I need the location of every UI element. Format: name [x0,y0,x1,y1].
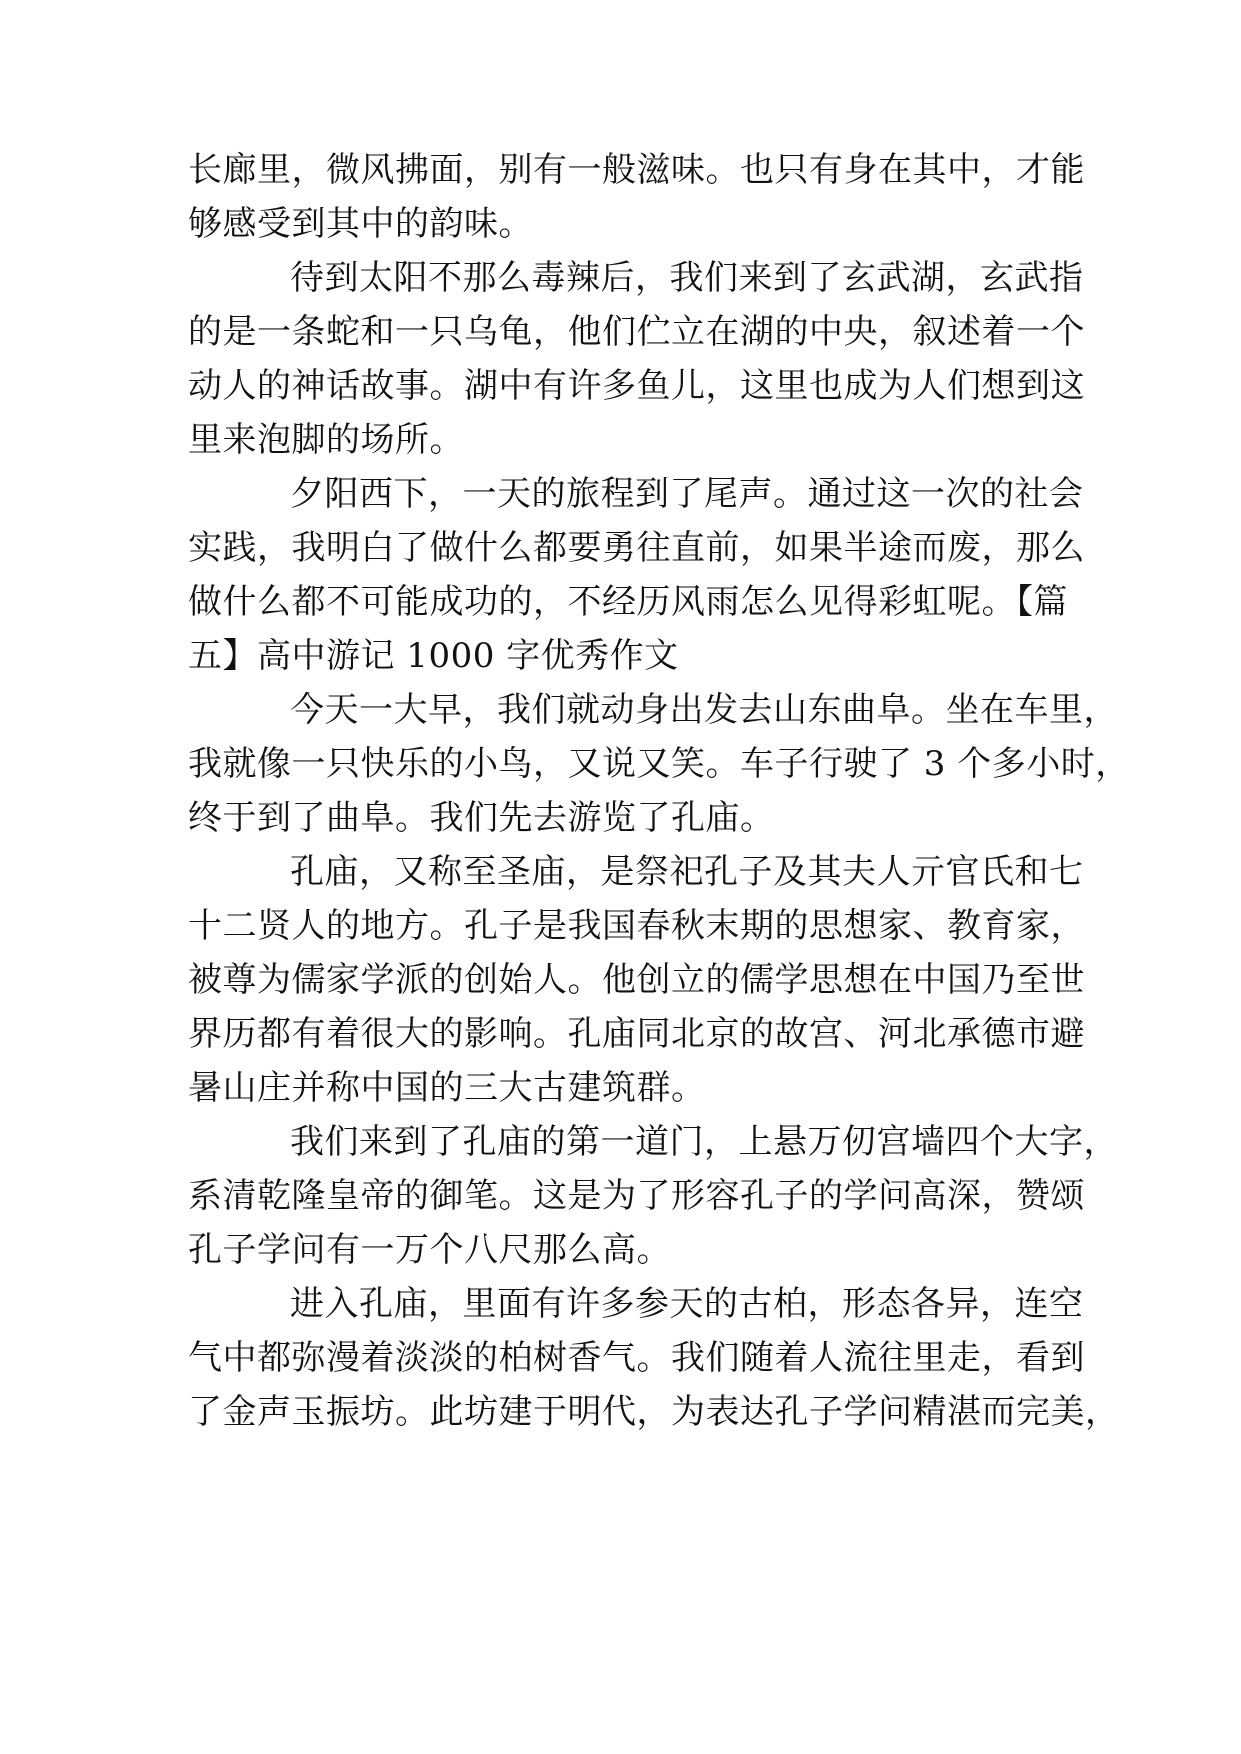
paragraph-first-line: 孔庙，又称至圣庙，是祭祀孔子及其夫人亓官氏和七 [290,852,1084,892]
text-line: 实践，我明白了做什么都要勇往直前，如果半途而废，那么 [188,528,1085,568]
text-line: 长廊里，微风拂面，别有一般滋味。也只有身在其中，才能 [188,150,1085,190]
text-line: 终于到了曲阜。我们先去游览了孔庙。 [188,798,775,838]
text-line: 系清乾隆皇帝的御笔。这是为了形容孔子的学问高深，赞颂 [188,1176,1085,1216]
paragraph-first-line: 我们来到了孔庙的第一道门，上悬万仞宫墙四个大字， [290,1122,1118,1162]
text-line: 界历都有着很大的影响。孔庙同北京的故宫、河北承德市避 [188,1014,1085,1054]
section-heading-line: 五】高中游记 1000 字优秀作文 [188,636,679,676]
paragraph-first-line: 待到太阳不那么毒辣后，我们来到了玄武湖，玄武指 [290,258,1084,298]
text-line: 动人的神话故事。湖中有许多鱼儿，这里也成为人们想到这 [188,366,1085,406]
text-line: 孔子学问有一万个八尺那么高。 [188,1230,671,1270]
text-line: 做什么都不可能成功的，不经历风雨怎么见得彩虹呢。【篇 [188,582,1068,622]
text-line: 暑山庄并称中国的三大古建筑群。 [188,1068,706,1108]
text-line: 里来泡脚的场所。 [188,420,464,460]
text-line: 了金声玉振坊。此坊建于明代，为表达孔子学问精湛而完美， [188,1392,1120,1432]
text-line: 被尊为儒家学派的创始人。他创立的儒学思想在中国乃至世 [188,960,1085,1000]
text-line: 够感受到其中的韵味。 [188,204,533,244]
text-line: 十二贤人的地方。孔子是我国春秋末期的思想家、教育家， [188,906,1085,946]
text-line: 的是一条蛇和一只乌龟，他们伫立在湖的中央，叙述着一个 [188,312,1085,352]
paragraph-first-line: 进入孔庙，里面有许多参天的古柏，形态各异，连空 [290,1284,1084,1324]
paragraph-first-line: 今天一大早，我们就动身出发去山东曲阜。坐在车里， [290,690,1118,730]
text-line: 气中都弥漫着淡淡的柏树香气。我们随着人流往里走，看到 [188,1338,1085,1378]
paragraph-first-line: 夕阳西下，一天的旅程到了尾声。通过这一次的社会 [290,474,1084,514]
text-line: 我就像一只快乐的小鸟，又说又笑。车子行驶了 3 个多小时， [188,744,1130,784]
